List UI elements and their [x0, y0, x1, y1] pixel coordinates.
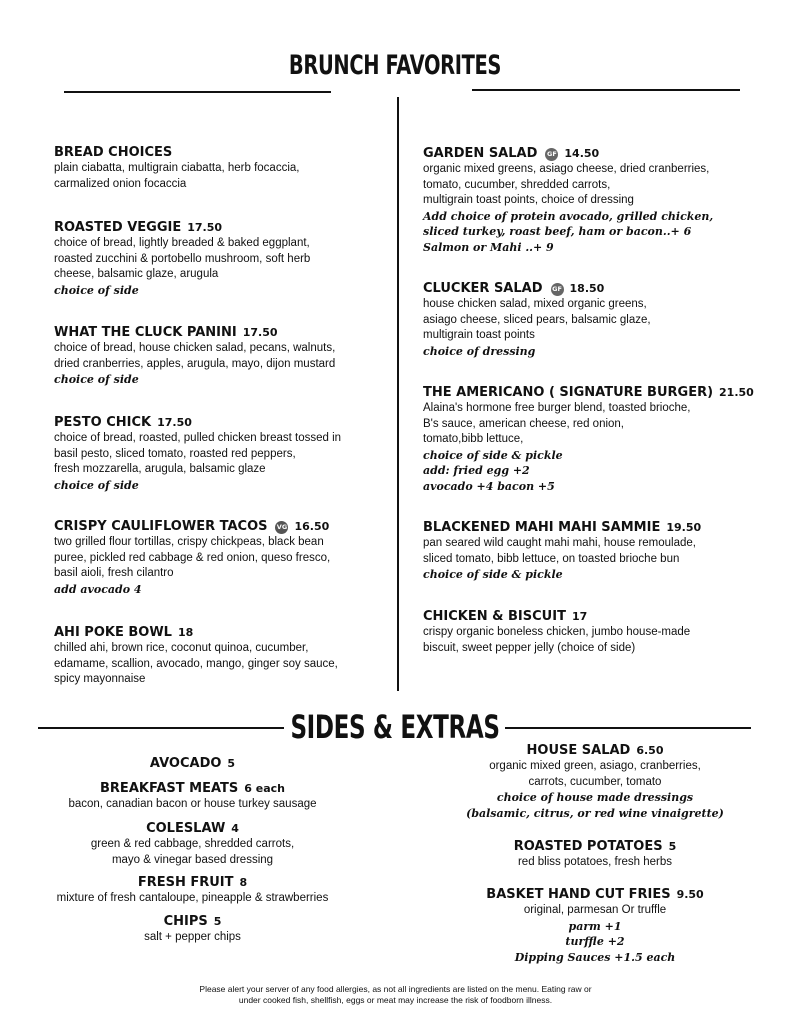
item-price: 17 [571, 610, 588, 623]
item-price: 18.50 [569, 282, 605, 295]
item-description: Alaina's hormone free burger blend, toasted brioche, B's sauce, american cheese, red onion, tomato,bibb lettuce, [423, 402, 691, 445]
item-name: ROASTED POTATOES [513, 839, 663, 854]
side-item [20, 780, 365, 813]
item-description: mixture of fresh cantaloupe, pineapple & strawberries [56, 892, 329, 904]
item-name: GARDEN SALAD [423, 146, 538, 161]
item-options: Add choice of protein avocado, grilled chicken, sliced turkey, roast beef, ham or bacon..+ 6 Salmon or Mahi ..+ 9 [423, 209, 714, 254]
item-description: organic mixed green, asiago, cranberries, carrots, cucumber, tomato [489, 760, 701, 788]
item-name: HOUSE SALAD [526, 743, 631, 758]
item-description: crispy organic boneless chicken, jumbo house-made biscuit, sweet pepper jelly (choice of side) [423, 626, 691, 654]
item-description: choice of bread, lightly breaded & baked eggplant, roasted zucchini & portobello mushroom, soft herb cheese, balsamic glaze, arugula [54, 237, 311, 280]
item-description: pan seared wild caught mahi mahi, house remoulade, sliced tomato, bibb lettuce, on toasted brioche bun [423, 537, 696, 565]
item-name: PESTO CHICK [54, 415, 152, 430]
item-name: CHIPS [163, 914, 208, 929]
item-price: 4 [231, 822, 239, 835]
side-item [20, 820, 365, 868]
item-options: choice of side & pickle [423, 568, 563, 581]
item-price: 19.50 [666, 521, 702, 534]
item-name: ROASTED VEGGIE [54, 220, 182, 235]
item-name: BLACKENED MAHI MAHI SAMMIE [423, 520, 661, 535]
item-name: BASKET HAND CUT FRIES [486, 887, 671, 902]
side-item [420, 742, 770, 821]
item-price: 18 [177, 626, 194, 639]
item-options: parm +1 turffle +2 Dipping Sauces +1.5 each [514, 919, 676, 964]
item-description: house chicken salad, mixed organic greens, asiago cheese, sliced pears, balsamic glaze, multigrain toast points [423, 298, 651, 341]
brunch-favorites-title: BRUNCH FAVORITES [288, 50, 502, 81]
column-divider [397, 97, 399, 691]
item-description: red bliss potatoes, fresh herbs [517, 856, 673, 868]
sides-right-column [420, 0, 770, 1000]
item-name: COLESLAW [146, 821, 226, 836]
item-description: salt + pepper chips [144, 931, 241, 943]
item-name: WHAT THE CLUCK PANINI [54, 325, 237, 340]
item-description: choice of bread, roasted, pulled chicken breast tossed in basil pesto, sliced tomato, roasted red peppers, fresh mozzarella, arugula, balsamic glaze [54, 432, 342, 475]
item-price: 9.50 [676, 888, 704, 901]
item-description: plain ciabatta, multigrain ciabatta, herb focaccia, carmalized onion focaccia [54, 162, 300, 190]
item-options: choice of side & pickle add: fried egg +2 avocado +4 bacon +5 [423, 448, 563, 493]
item-description: organic mixed greens, asiago cheese, dried cranberries, tomato, cucumber, shredded carrots, multigrain toast points, choice of dressing [423, 163, 710, 206]
item-description: original, parmesan Or truffle [523, 904, 667, 916]
item-price: 21.50 [719, 386, 754, 399]
gluten-free-badge-icon: GF [545, 148, 558, 161]
side-item [420, 886, 770, 965]
item-price: 17.50 [157, 416, 192, 429]
item-name: CHICKEN & BISCUIT [423, 609, 566, 624]
side-item [20, 755, 365, 772]
side-item [20, 913, 365, 946]
item-name: CLUCKER SALAD [423, 281, 543, 296]
item-options: choice of side [54, 373, 139, 386]
item-options: choice of dressing [423, 344, 536, 358]
item-price: 8 [239, 876, 248, 889]
item-price: 14.50 [564, 147, 600, 160]
item-description: green & red cabbage, shredded carrots, mayo & vinegar based dressing [90, 838, 295, 866]
item-description: two grilled flour tortillas, crispy chickpeas, black bean puree, pickled red cabbage & red onion, queso fresco, basil aioli, fresh cilantro [54, 536, 331, 579]
sides-left-column [20, 0, 365, 1000]
item-options: add avocado 4 [54, 582, 142, 596]
item-name: AHI POKE BOWL [54, 625, 172, 640]
item-name: FRESH FRUIT [137, 875, 234, 890]
item-name: AVOCADO [149, 756, 222, 771]
item-price: 6 each [244, 782, 285, 795]
item-name: CRISPY CAULIFLOWER TACOS [54, 519, 268, 534]
item-price: 5 [668, 840, 677, 853]
item-name: BREAD CHOICES [54, 145, 173, 160]
item-price: 6.50 [636, 744, 664, 757]
item-description: chilled ahi, brown rice, coconut quinoa, cucumber, edamame, scallion, avocado, mango, ginger soy sauce, spicy mayonnaise [54, 642, 338, 685]
item-price: 16.50 [294, 520, 330, 533]
side-item [420, 838, 770, 871]
item-options: choice of side [54, 283, 139, 297]
item-price: 5 [213, 915, 222, 928]
item-description: bacon, canadian bacon or house turkey sausage [68, 798, 317, 810]
item-name: BREAKFAST MEATS [100, 781, 239, 796]
item-name: THE AMERICANO ( SIGNATURE BURGER) [423, 385, 714, 400]
gluten-free-badge-icon: GF [551, 283, 564, 296]
item-options: choice of side [54, 478, 139, 492]
item-description: choice of bread, house chicken salad, pecans, walnuts, dried cranberries, apples, arugula, mayo, dijon mustard [54, 342, 336, 370]
item-options: choice of house made dressings (balsamic, citrus, or red wine vinaigrette) [466, 791, 724, 820]
vegan-badge-icon: VG [275, 521, 288, 534]
allergy-disclaimer: Please alert your server of any food allergies, as not all ingredients are listed on the menu. Eating raw or under cooked fish, shellfish, eggs or meat may increase the risk of foodborn illness. [199, 984, 592, 1005]
side-item [20, 874, 365, 907]
sides-extras-title: SIDES & EXTRAS [290, 708, 500, 746]
item-price: 17.50 [187, 221, 222, 234]
item-price: 5 [227, 757, 236, 770]
item-price: 17.50 [242, 326, 278, 339]
